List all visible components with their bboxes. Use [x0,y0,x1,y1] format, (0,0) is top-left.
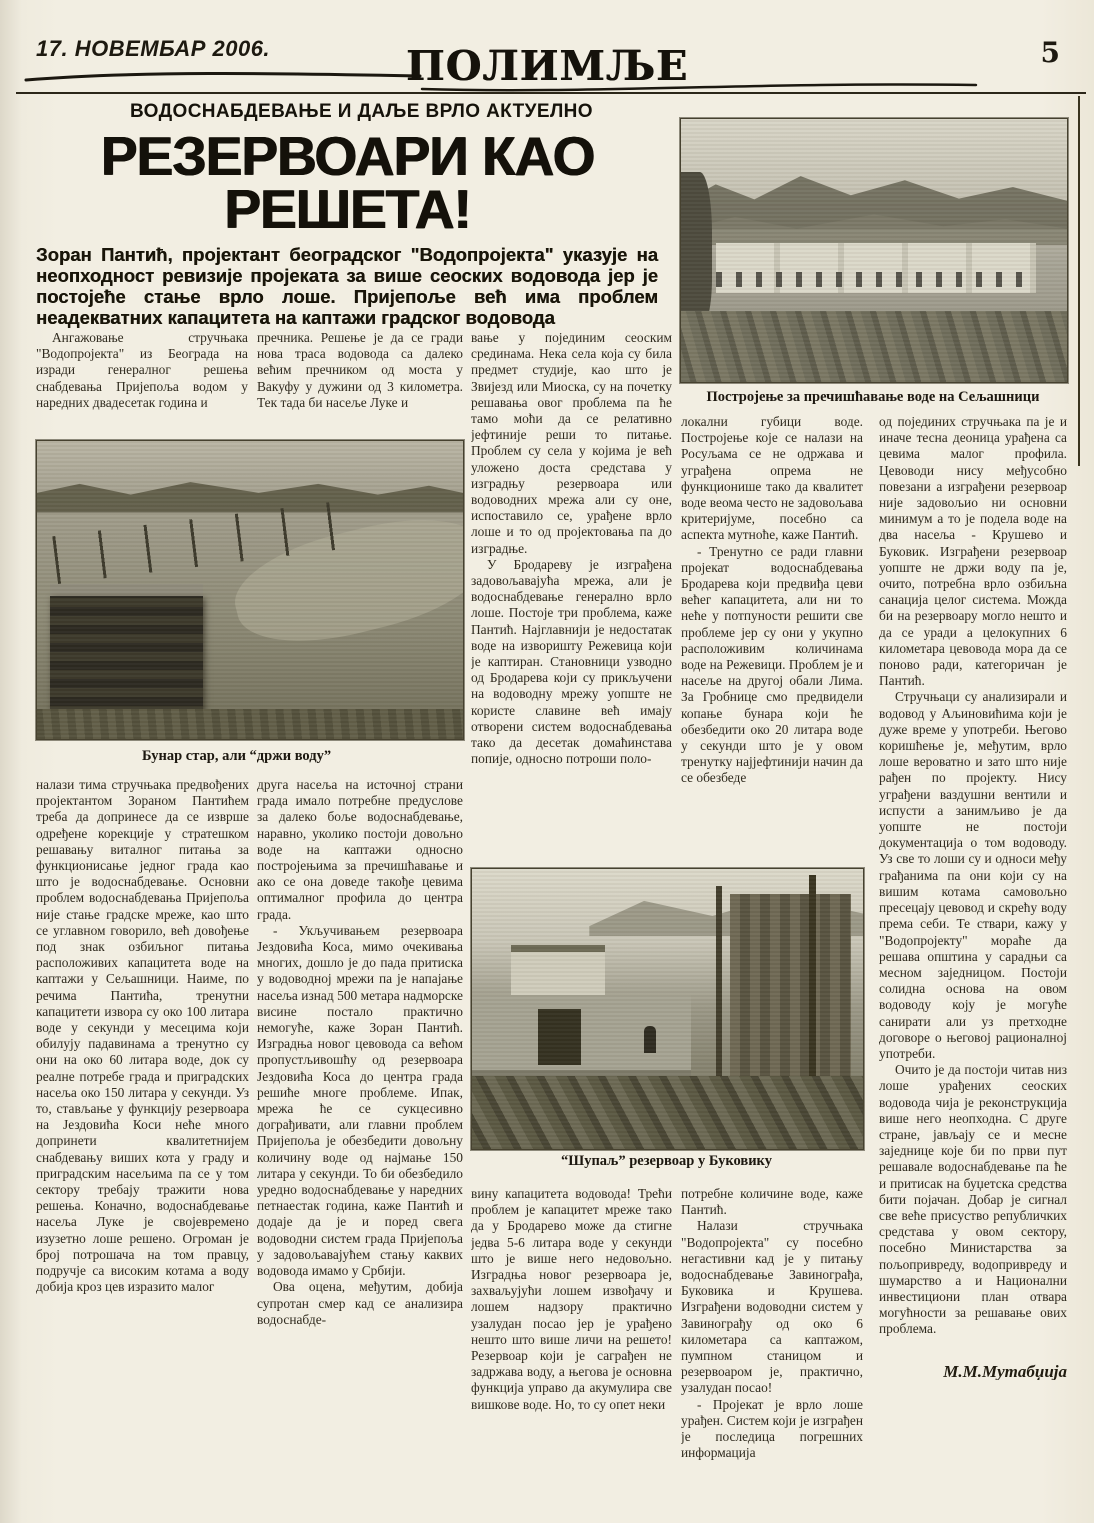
paragraph: - Укључивањем резервоара Јездовића Коса, мимо очекивања многих, дошло је до пада притиска у водоводној мрежи па је напајање насеља изнад 500 метара надморске висине постало практично немогуће, каже Зоран Пантић. Изградња новог цевовода са већом пропустљивошћу од резервоара Јездовића Коса до центра града решиће многе проблеме. Ипак, мрежа ће се сукцесивно дограђивати, али главни проблем Пријепоља је обезбедити довољну количину воде од најмање 150 литара у секунди. То би обезбедило уредно водоснабдевање у наредних петнаестак година, каже Пантић и додаје да је и поред свега водоводни систем града Пријепоља у задовољавајућем стању каквих водовода имамо у Србији. [257,922,463,1279]
building-windows [716,272,1036,288]
wooden-pole [716,886,722,1082]
paragraph: локални губици воде. Постројење које се налази на Росуљама се не одржава и уграђена опрема не функционише тако да квалитет воде веома често не задовољава критеријуме, посебно са аспекта мутноће, каже Пантић. [681,414,863,543]
byline: М.М.Мутабџија [943,1361,1067,1380]
column-3 [471,330,672,767]
paragraph: вање у појединим сеоским срединама. Нека села која су била предмет студије, као што је Звијезд или Миоска, су на почетку решавања овог проблема па ће тамо моћи да се релативно јефтиније реши то питање. Проблем су села у којима је већ уложено доста средстава у изградњу резервоара или водоводних мрежа али су оне, испоставило се, урађене врло лоше и то од пројектовања па до изградње. [471,330,672,556]
column-2-lower [257,777,463,1328]
paragraph: од појединих стручњака па је и иначе тесна деоница урађена са цевима малог профила. Цевоводи нису међусобно повезани а изграђени резервоар није задовољио ни основни минимум а то је подела воде на два насеља - Крушево и Буковик. Изграђени резервоар уопште не држи воду па је, очито, потребна врло озбиљна санација целог система. Можда би на резервоару могло нешто и да се уради а целокупних 6 километара цевовода мора да се поново ради, категоричан је Пантић. [879,414,1067,689]
column-3-lower [471,1186,672,1413]
treeline [37,477,463,513]
wooden-formwork [730,894,851,1079]
wooden-pole [809,875,816,1088]
column-1-top [36,330,248,411]
headline-line1: РЕЗЕРВОАРИ КАО [100,125,595,187]
well-top [50,584,203,605]
column-5 [879,414,1067,1380]
kicker: ВОДОСНАБДЕВАЊЕ И ДАЉЕ ВРЛО АКТУЕЛНО [130,101,593,122]
right-column-rule [1078,96,1080,466]
worker-figure [644,1026,656,1053]
photo-caption-well: Бунар стар, али “држи воду” [142,748,332,764]
photo-caption-plant: Постројење за пречишћавање воде на Сељашници [706,389,1040,405]
paragraph: налази тима стручњака предвођених пројектантом Зораном Пантићем треба да допринесе да се изврше одређене корекције у стратешком решавању виталног питања за функционисање једног града као што је водоснабдевање. Основни проблем водоснабдевања Пријепоља није стање градске мреже, као што се углавном говорило, већ довођење под знак озбиљног питања расположивих капацитета воде на каптажи у Сељашници. Наиме, по речима Пантића, тренутни капацитети извора су око 100 литара воде у секунди у месецима који обилују падавинама а тренутно су они на око 60 литара воде, док су реалне потребе града и приградских насеља око 150 литара у секунди. Уз то, стављање у функцију резервоара на Јездовића Коси неће много допринети квалитетнијем снабдевању виших кота у граду и приградским насељима па се у том сектору требају тражити нова решења. Коначно, водоснабдевање насеља Луке је својевремено изузетно лоше решено. Огроман је број потрошача на том правцу, подручје са високим котама а воду добија кроз цев изразито малог [36,777,249,1295]
hill-ridge [681,198,1067,245]
photo-reservoir-construction [471,868,864,1150]
paragraph: вину капацитета водовода! Трећи проблем је капацитет мреже тако да у Бродарево може да стигне једва 5-6 литара воде у секунди што је више него недовољно. Изградња новог резервоара је, захваљујући лошем извођачу и лошем надзору практично узалудан посао јер је урађено нешто што више личи на решето! Резервоар који је саграђен не задржава воду, а његова је основна функција управо да акумулира све вишкове воде. Но, то су опет неки [471,1186,672,1412]
house-gable [511,945,605,1000]
header-rule [16,92,1086,94]
reservoir-opening [538,1009,581,1065]
paragraph: потребне количине воде, каже Пантић. [681,1186,863,1218]
photo-treatment-plant [680,118,1068,383]
foreground-grass [37,709,463,739]
mountain-ridge [681,161,1067,229]
column-4 [681,414,863,787]
photo-caption-reservoir: “Шупаљ” резервоар у Буковику [561,1153,772,1169]
issue-date: 17. НОВЕМБАР 2006. [36,36,271,61]
column-4-lower [681,1186,863,1461]
header-swoosh-left [24,68,424,84]
paragraph: Ангажовање стручњака "Водопројекта" из Београда на изради генералног решења снабдевања Пријепоља водом у наредних двадесетак година и [36,330,248,410]
paragraph: пречника. Решење је да се гради нова траса водовода са далеко већим пречником од моста у Вакуфу у дужини од 3 километра. Тек тада би насеље Луке и [257,330,463,410]
reservoir-wall [472,995,691,1076]
page-number: 5 [1040,36,1060,69]
paragraph: Стручњаци су анализирали и водовод у Аљиновићима који је дуже време у употреби. Његово коришћење је, међутим, врло лоше вероватно и зато што није рађен по пројекту. Нису уграђени ваздушни вентили и испусти а занимљиво је да уопште не постоји документација о том водоводу. Уз све то лоши су и односи међу грађанима па они који су на вишим котама самовољно пресецају цевовод и скрећу воду према себи. Те ствари, кажу у "Водопројекту" мораће да решава општина у сарадњи са месном заједницом. Постоји солидна основа на овом водоводу коју је могуће санирати али уз претходне договоре о његовој рационалној употреби. [879,689,1067,1061]
paragraph: У Бродареву је изграђена задовољавајућа мрежа, али је водоснабдевање генерално врло лоше. Постоје три проблема, каже Пантић. Најглавнији је недостатак воде на изворишту Режевица који је каптиран. Становници узводно од Бродарева који су прикључени на водоводну мрежу уопште не користе славине већ имају отворени систем водоснабдевања тако да десетак домаћинстава попије, односно потроши поло- [471,556,672,767]
paragraph: - Тренутно се ради главни пројекат водоснабдевања Бродарева који предвиђа цеви већег капацитета, али ни то неће у потпуности решити све проблеме јер су они у укупно расположивим количинама воде на Режевици. Проблем је и насеље на другој обали Лима. За Гробнице смо предвидели копање бунара који ће обезбедити око 20 литара воде у секунди што је у овом тренутку најјефтинији начин да се обезбеде [681,543,863,786]
paragraph: Ова оцена, међутим, добија супротан смер кад се анализира водоснабде- [257,1279,463,1327]
paragraph: - Пројекат је врло лоше урађен. Систем који је изграђен је последица погрешних информација [681,1396,863,1461]
column-2-top [257,330,463,411]
paragraph: друга насеља на источној страни града имало потребне предуслове за далеко боље водоснабдевање, наравно, уколико постоји довољно воде на каптажи односно постројењима за пречишћавање и ако се она доведе такође цевима оптималног профила до центра града. [257,777,463,922]
masthead: ПОЛИМЉЕ [405,42,689,90]
distant-hill [589,886,863,936]
lead-paragraph: Зоран Пантић, пројектант београдског "Водопројекта" указује на неопходност ревизије пројеката за више сеоских водовода јер је постојеће стање врло лоше. Пријепоље већ има проблем неадекватних капацитета на каптажи градског водовода [36,244,658,328]
paragraph: Очито је да постоји читав низ лоше урађених сеоских водовода чија је реконструкција више него неопходна. С друге стране, јављају се и месне заједнице које би по први пут решавале водоснабдевање па ће и притисак на буџетска средства бити појачан. Добар је сигнал све веће присуство републичких средстава у овом сектору, посебно Министарства за пољопривреду, водопривреду и шумарство а и Национални инвестициони план отвара могућности за решавање ових проблема. [879,1062,1067,1337]
hillside-path [224,501,464,661]
foreground-vegetation [681,311,1067,382]
headline [35,125,660,240]
paragraph: Налази стручњака "Водопројекта" су посебно негастивни кад је у питању водоснабдевање Завинограђа, Буковика и Крушева. Изграђени водоводни систем у Завинограђу од око 6 километара са каптажом, пумпном станицом и резервоаром је, практично, узалудан посао! [681,1218,863,1396]
trees-edge [681,172,712,325]
well-structure [50,596,203,715]
fence-posts [52,500,354,584]
photo-old-well [36,440,464,740]
foreground-rubble [472,1076,863,1149]
plant-buildings [716,243,1036,293]
headline-line2: РЕШЕТА! [224,178,471,240]
column-1-lower [36,777,249,1296]
